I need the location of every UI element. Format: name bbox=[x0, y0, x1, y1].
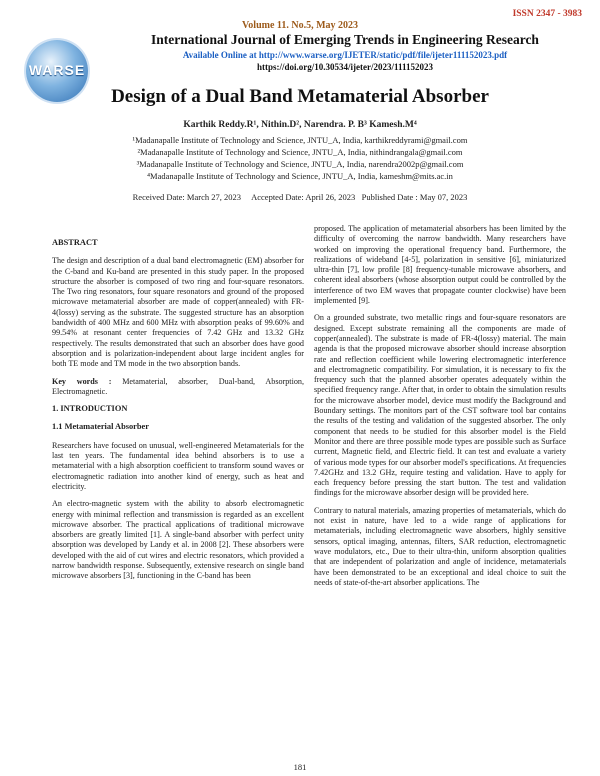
logo-text: WARSE bbox=[28, 62, 86, 78]
affiliation-2: ²Madanapalle Institute of Technology and Science, JNTU_A, India, nithindrangala@gmail.com bbox=[137, 147, 463, 157]
left-column bbox=[52, 238, 304, 589]
right-paragraph-1: proposed. The application of metamaterial absorbers has been limited by the difficulty of overcoming the narrow bandwidth. Many researchers have worked on improving the operational frequency band. Furthermore, the realizations of wideband [4-5], polarization in sensitive [6], miniaturized ultra-thin [7], low profile [8] frequency-tunable microwave absorbers, and coherent ideal absorbers (whose absorption output could be controlled by the interference of two EM waves that propagate counter clockwise) have been implemented [9]. bbox=[314, 224, 566, 306]
right-paragraph-2: On a grounded substrate, two metallic rings and four-square resonators are designed. Except substrate remaining all the components are made of copper(annealed). The substrate is made of FR-4(lossy) material. The main agenda is that the proposed microwave absorber should increase absorption rate and reflection coefficient while lowering electromagnetic interference and electromagnetic compatibility. For simulation, it is necessary to fix the frequency such that the planned absorber operates adequately within the specified frequency range. After that, in order to obtain the simulation results for the microwave absorber model, device must modify the Background and Boundary settings. The monitors part of the CST software tool bar contains the results of the testing and validation of the suggested absorber. The only component that needs to be studied for this absorber model is the Field Monitor and there are three possible mode types are possible such as Surface current, Magnetic field, and Electric field. It can test and evaluate a variety of various mode types for our absorber model's specifications. At frequencies 7.42GHz and 13.2 GHz, require testing and validation. Have to apply for each frequency before pressing the start button. The test and validation findings for the microwave absorber design will be provided here. bbox=[314, 313, 566, 498]
volume-line: Volume 11. No.5, May 2023 bbox=[241, 20, 359, 31]
intro-paragraph-2: An electro-magnetic system with the ability to absorb electromagnetic energy with minimal reflection and transmission is regarded as an excellent microwave absorber. The practical applications of traditional microwave absorbers are greatly limited [1]. A single-band absorber with perfect unity absorption was developed by Landy et al. in 2008 [2]. These absorbers were developed with the aid of cut wires and electric resonators, which provided a narrow bandwidth response. Subsequently, extensive research on single band microwave absorbers [3], functioning in the C-band has been bbox=[52, 499, 304, 581]
affiliation-4: ⁴Madanapalle Institute of Technology and Science, JNTU_A, India, kameshm@mits.ac.in bbox=[147, 171, 453, 181]
publication-dates: Received Date: March 27, 2023 Accepted Date: April 26, 2023 Published Date : May 07, 2023 bbox=[132, 192, 468, 202]
right-column bbox=[314, 224, 566, 595]
journal-title: International Journal of Emerging Trends in Engineering Research bbox=[151, 32, 539, 47]
available-online-link[interactable]: Available Online at http://www.warse.org/IJETER/static/pdf/file/ijeter111152023.pdf bbox=[182, 50, 508, 60]
author-list: Karthik Reddy.R¹, Nithin.D², Narendra. P. B³ Kamesh.M⁴ bbox=[183, 120, 417, 130]
paper-title: Design of a Dual Band Metamaterial Absorber bbox=[111, 86, 489, 107]
right-paragraph-3: Contrary to natural materials, amazing properties of metamaterials, which do not exist in nature, have led to a wide range of applications for metamaterials, including electromagnetic wave absorbers, highly sensitive sensors, optical imaging, antennas, filters, SAR reduction, electromagnetic wave modulators, etc., Due to their ultra-thin, uniform absorption qualities that are independent of polarization and angle of incidence, metamaterials have been demonstrated to be an exceptional and ideal choice to suit the needs of state-of-the-art absorber applications. The bbox=[314, 505, 566, 587]
affiliation-3: ³Madanapalle Institute of Technology and Science, JNTU_A, India, narendra2002p@gmail.com bbox=[136, 159, 464, 169]
abstract-heading: ABSTRACT bbox=[52, 238, 98, 247]
keywords bbox=[52, 377, 304, 398]
intro-paragraph-1: Researchers have focused on unusual, well-engineered Metamaterials for the last ten years. The fundamental idea behind absorbers is to use a metamaterial with a high absorption coefficient to transform sound waves or electromagnetic radiation into another kind of energy, such as heat and electricity. bbox=[52, 440, 304, 491]
issn-label: ISSN 2347 - 3983 bbox=[512, 9, 582, 19]
affiliation-1: ¹Madanapalle Institute of Technology and Science, JNTU_A, India, karthikreddyrami@gmail.com bbox=[132, 135, 468, 145]
doi-link[interactable]: https://doi.org/10.30534/ijeter/2023/111152023 bbox=[257, 62, 433, 72]
keywords-text: Metamaterial, absorber, Dual-band, Absorption, Electromagnetic. bbox=[52, 376, 304, 396]
subsection-heading: 1.1 Metamaterial Absorber bbox=[52, 422, 149, 432]
page-number: 181 bbox=[293, 762, 307, 772]
abstract-text: The design and description of a dual band electromagnetic (EM) absorber for the C-band and Ku-band are presented in this study paper. In the proposed structure the absorber is composed of two ring and four-square resonators. The Two ring resonators, four square resonators and ground of the proposed microwave metamaterial absorber are made of copper(annealed) with FR-4(lossy) serving as the substrate. The suggested structure has an absorption bandwidth of 400 MHz and 600 MHz with absorption peaks of 99.60% and 99.54% at resonant center frequencies of 7.42 GHz and 13.32 GHz respectively. The results demonstrated that such an absorber does have good absorption and is polarization-independent about large incident angles for both TE mode and TM mode in the two absorption bands. bbox=[52, 256, 304, 369]
keywords-label: Key words : bbox=[52, 376, 112, 386]
introduction-heading: 1. INTRODUCTION bbox=[52, 404, 128, 414]
